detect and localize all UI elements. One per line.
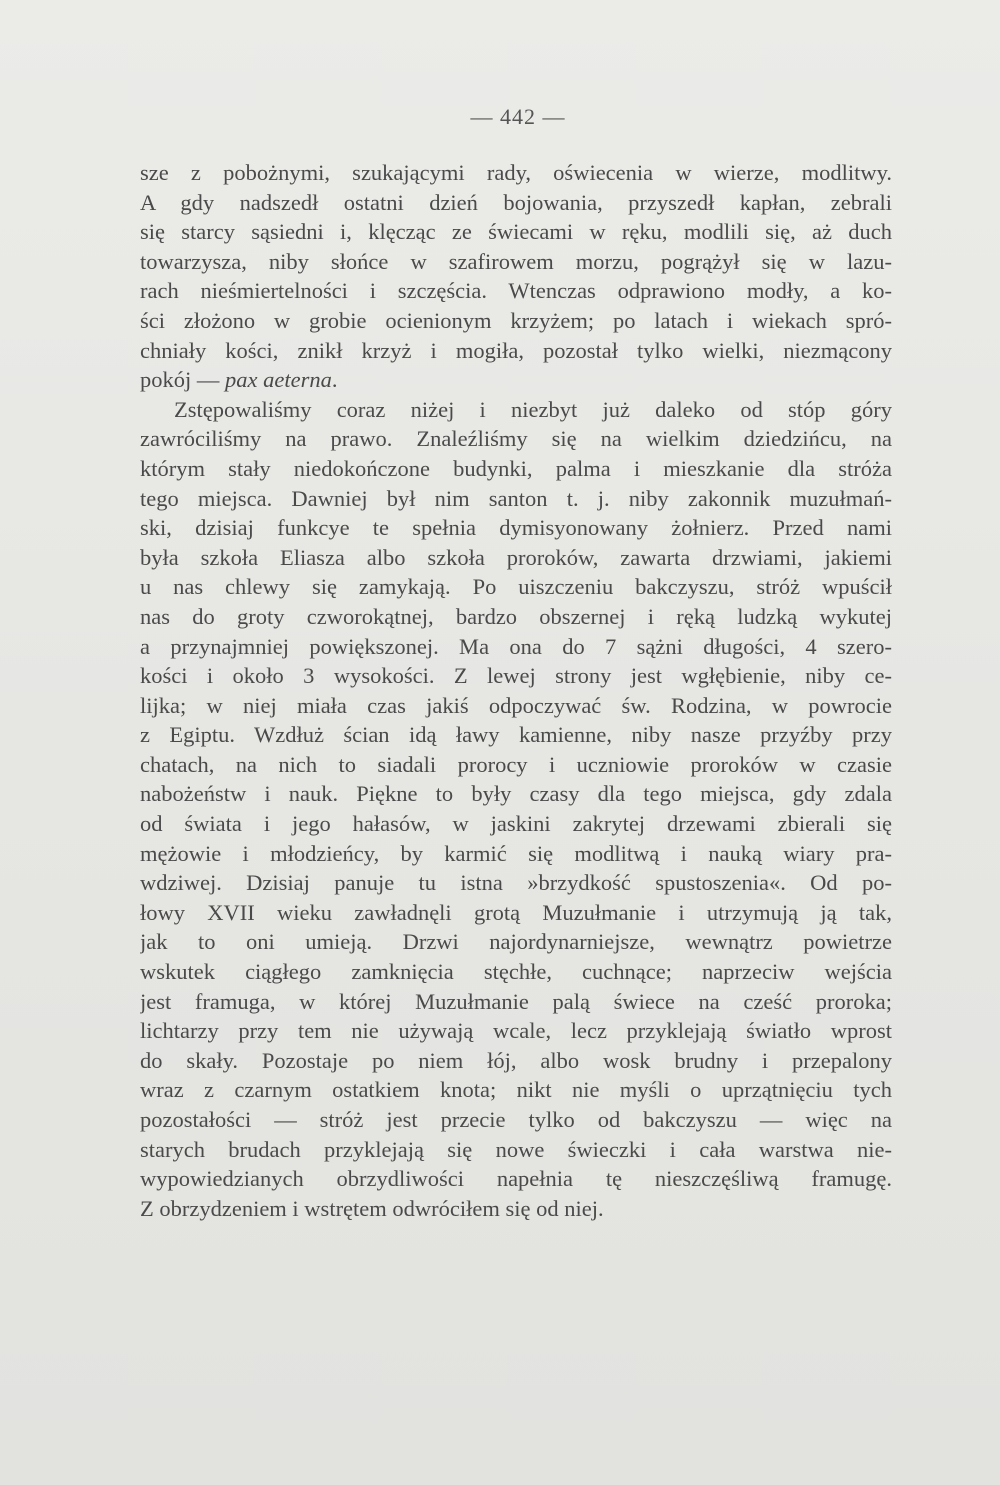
text-line: chniały kości, znikł krzyż i mogiła, pozostał tylko wielki, niezmącony bbox=[140, 337, 892, 363]
text-line: pozostałości — stróż jest przecie tylko od bakczyszu — więc na bbox=[140, 1107, 892, 1132]
text-line: z Egiptu. Wzdłuż ścian idą ławy kamienne, niby nasze przyźby przy bbox=[140, 722, 892, 748]
text-line: kości i około 3 wysokości. Z lewej strony jest wgłębienie, niby ce- bbox=[140, 663, 892, 689]
text-line: zawróciliśmy na prawo. Znaleźliśmy się na wielkim dziedzińcu, na bbox=[140, 426, 892, 452]
text-line: łowy XVII wieku zawładnęli grotą Muzułmanie i utrzymują ją tak, bbox=[140, 899, 892, 925]
text-line: się starcy sąsiedni i, klęcząc ze świecami w ręku, modlili się, aż duch bbox=[140, 219, 892, 245]
text-line: chatach, na nich to siadali prorocy i uczniowie proroków w czasie bbox=[140, 751, 892, 777]
text-line: sze z pobożnymi, szukającymi rady, oświecenia w wierze, modlitwy. bbox=[140, 160, 892, 185]
text-line: starych brudach przyklejają się nowe świeczki i cała warstwa nie- bbox=[140, 1136, 892, 1162]
text-line: tego miejsca. Dawniej był nim santon t. j. niby zakonnik muzułmań- bbox=[140, 485, 892, 511]
page-text bbox=[140, 158, 892, 1223]
text-line: nas do groty czworokątnej, bardzo obszernej i ręką ludzką wykutej bbox=[140, 603, 892, 629]
text-line: lijka; w niej miała czas jakiś odpoczywać św. Rodzina, w powrocie bbox=[140, 692, 892, 718]
text-line: nabożeństw i nauk. Piękne to były czasy dla tego miejsca, gdy zdala bbox=[140, 781, 892, 807]
text-line: wraz z czarnym ostatkiem knota; nikt nie myśli o uprzątnięciu tych bbox=[140, 1077, 892, 1103]
text-line: wdziwej. Dzisiaj panuje tu istna »brzydkość spustoszenia«. Od po- bbox=[140, 870, 892, 896]
text-line: Z obrzydzeniem i wstrętem odwróciłem się od niej. bbox=[140, 1195, 604, 1221]
text-line: a przynajmniej powiększonej. Ma ona do 7 sążni długości, 4 szero- bbox=[140, 633, 892, 659]
text-line: do skały. Pozostaje po niem łój, albo wosk brudny i przepalony bbox=[140, 1047, 892, 1073]
text-line: od świata i jego hałasów, w jaskini zakrytej drzewami zbierali się bbox=[140, 811, 892, 837]
text-line: wskutek ciągłego zamknięcia stęchłe, cuchnące; naprzeciw wejścia bbox=[140, 959, 892, 985]
text-line: ski, dzisiaj funkcye te spełnia dymisyonowany żołnierz. Przed nami bbox=[140, 515, 892, 541]
text-line: którym stały niedokończone budynki, palma i mieszkanie dla stróża bbox=[140, 455, 892, 481]
text-line: jak to oni umieją. Drzwi najordynarniejsze, wewnątrz powietrze bbox=[140, 929, 892, 955]
text-line: ści złożono w grobie ocienionym krzyżem; po latach i wiekach spró- bbox=[140, 307, 892, 333]
paragraph-2 bbox=[140, 395, 892, 1224]
text-line: towarzysza, niby słońce w szafirowem morzu, pogrążył się w lazu- bbox=[140, 248, 892, 274]
text-line: lichtarzy przy tem nie używają wcale, lecz przyklejają światło wprost bbox=[140, 1018, 892, 1044]
text-line: jest framuga, w której Muzułmanie palą świece na cześć proroka; bbox=[140, 988, 892, 1014]
text-line: A gdy nadszedł ostatni dzień bojowania, przyszedł kapłan, zebrali bbox=[140, 189, 892, 215]
text-line: wypowiedzianych obrzydliwości napełnia tę nieszczęśliwą framugę. bbox=[140, 1166, 892, 1192]
text-line: rach nieśmiertelności i szczęścia. Wtenczas odprawiono modły, a ko- bbox=[140, 278, 892, 304]
text-line: była szkoła Eliasza albo szkoła proroków, zawarta drzwiami, jakiemi bbox=[140, 544, 892, 570]
text-fragment: . bbox=[331, 367, 338, 393]
text-line bbox=[140, 365, 892, 395]
text-line: Zstępowaliśmy coraz niżej i niezbyt już daleko od stóp góry bbox=[174, 396, 892, 422]
page-number: — 442 — bbox=[470, 104, 566, 129]
text-line: u nas chlewy się zamykają. Po uiszczeniu bakczyszu, stróż wpuścił bbox=[140, 574, 892, 600]
text-fragment: pokój — bbox=[140, 367, 226, 393]
latin-phrase: pax aeterna bbox=[225, 367, 332, 393]
text-line: mężowie i młodzieńcy, by karmić się modlitwą i nauką wiary pra- bbox=[140, 840, 892, 866]
paragraph-1 bbox=[140, 158, 892, 395]
